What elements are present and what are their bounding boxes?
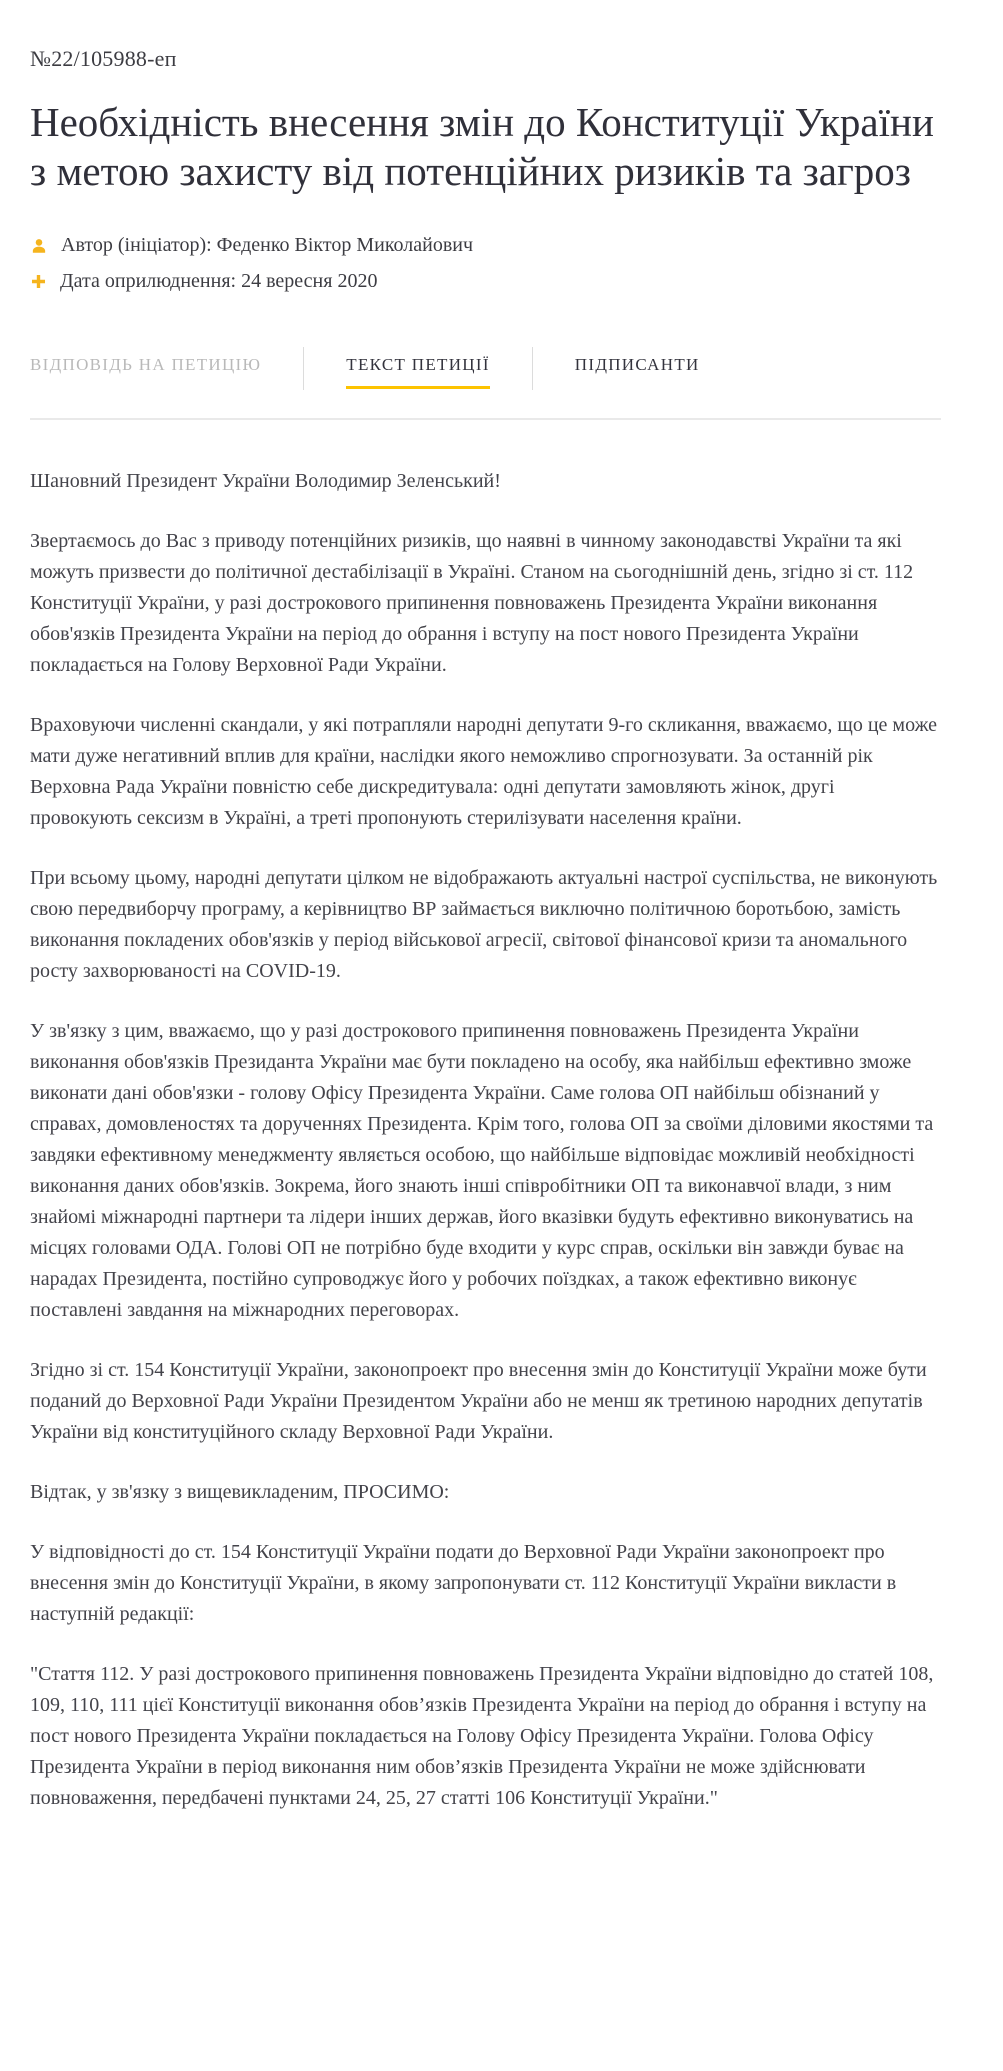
petition-paragraph: Враховуючи численні скандали, у які потрапляли народні депутати 9-го скликання, вважаємо, що це може мати дуже негативний вплив для країни, наслідки якого неможливо спрогнозувати. За останній рік Верховна Рада України повністю себе дискредитувала: одні депутати замовляють жінок, другі провокують сексизм в Україні, а треті пропонують стерилізувати населення країни. [30,714,938,829]
tab-petition-response[interactable]: ВІДПОВІДЬ НА ПЕТИЦІЮ [30,355,262,374]
publish-date-label: Дата оприлюднення: 24 вересня 2020 [60,270,378,292]
petition-paragraph: У відповідності до ст. 154 Конституції України подати до Верховної Ради України законопроект про внесення змін до Конституції України, в якому запропонувати ст. 112 Конституції України викласти в наступній редакції: [30,1541,897,1625]
petition-title: Необхідність внесення змін до Конституції України з метою захисту від потенційних ризиків та загроз [30,99,934,194]
petition-paragraph: Шановний Президент України Володимир Зеленський! [30,470,501,492]
tabs-bar [30,347,941,390]
author-row [30,234,941,257]
petition-meta [30,234,941,293]
plus-icon [30,273,47,290]
petition-body [30,466,941,1814]
author-label: Автор (ініціатор): Феденко Віктор Миколайович [61,234,474,256]
petition-number: №22/105988-еп [30,46,177,71]
petition-paragraph: При всьому цьому, народні депутати цілком не відображають актуальні настрої суспільства, не виконують свою передвиборчу програму, а керівництво ВР займається виключно політичною боротьбою, замість виконання покладених обов'язків у період військової агресії, світової фінансової кризи та аномального росту захворюваності на COVID-19. [30,867,938,982]
petition-paragraph: У зв'язку з цим, вважаємо, що у разі дострокового припинення повноважень Президента України виконання обов'язків Президанта України має бути покладено на особу, яка найбільш ефективно зможе виконати дані обов'язки - голову Офісу Президента України. Саме голова ОП найбільш обізнаний у справах, домовленостях та дорученнях Президента. Крім того, голова ОП за своїми діловими якостями та завдяки ефективному менеджменту являється особою, що найбільше відповідає можливій необхідності виконання даних обов'язків. Зокрема, його знають інші співробітники ОП та виконавчої влади, з ним знайомі міжнародні партнери та лідери інших держав, його вказівки будуть ефективно виконуватись на місцях головами ОДА. Голові ОП не потрібно буде входити у курс справ, оскільки він завжди буває на нарадах Президента, постійно супроводжує його у робочих поїздках, а також ефективно виконує поставлені завдання на міжнародних переговорах. [30,1020,934,1321]
petition-paragraph: Згідно зі ст. 154 Конституції України, законопроект про внесення змін до Конституції України може бути поданий до Верховної Ради України Президентом України або не менш як третиною народних депутатів України від конституційного складу Верховної Ради України. [30,1359,927,1443]
tab-petition-text[interactable]: ТЕКСТ ПЕТИЦІЇ [303,347,531,390]
tabs-divider [30,418,941,420]
publish-date-row [30,270,941,293]
petition-paragraph: "Стаття 112. У разі дострокового припинення повноважень Президента України відповідно до статей 108, 109, 110, 111 цієї Конституції виконання обов’язків Президента України на період до обрання і вступу на пост нового Президента України покладається на Голову Офісу Президента України. Голова Офісу Президента України в період виконання ним обов’язків Президента України не може здійснювати повноваження, передбачені пунктами 24, 25, 27 статті 106 Конституції України." [30,1663,934,1809]
petition-paragraph: Звертаємось до Вас з приводу потенційних ризиків, що наявні в чинному законодавстві України та які можуть призвести до політичної дестабілізації в Україні. Станом на сьогоднішній день, згідно зі ст. 112 Конституції України, у разі дострокового припинення повноважень Президента України виконання обов'язків Президента України на період до обрання і вступу на пост нового Президента України покладається на Голову Верховної Ради України. [30,530,914,676]
person-icon [30,237,48,255]
petition-paragraph: Відтак, у зв'язку з вищевикладеним, ПРОСИМО: [30,1481,450,1503]
tab-signatories[interactable]: ПІДПИСАНТИ [532,347,742,390]
